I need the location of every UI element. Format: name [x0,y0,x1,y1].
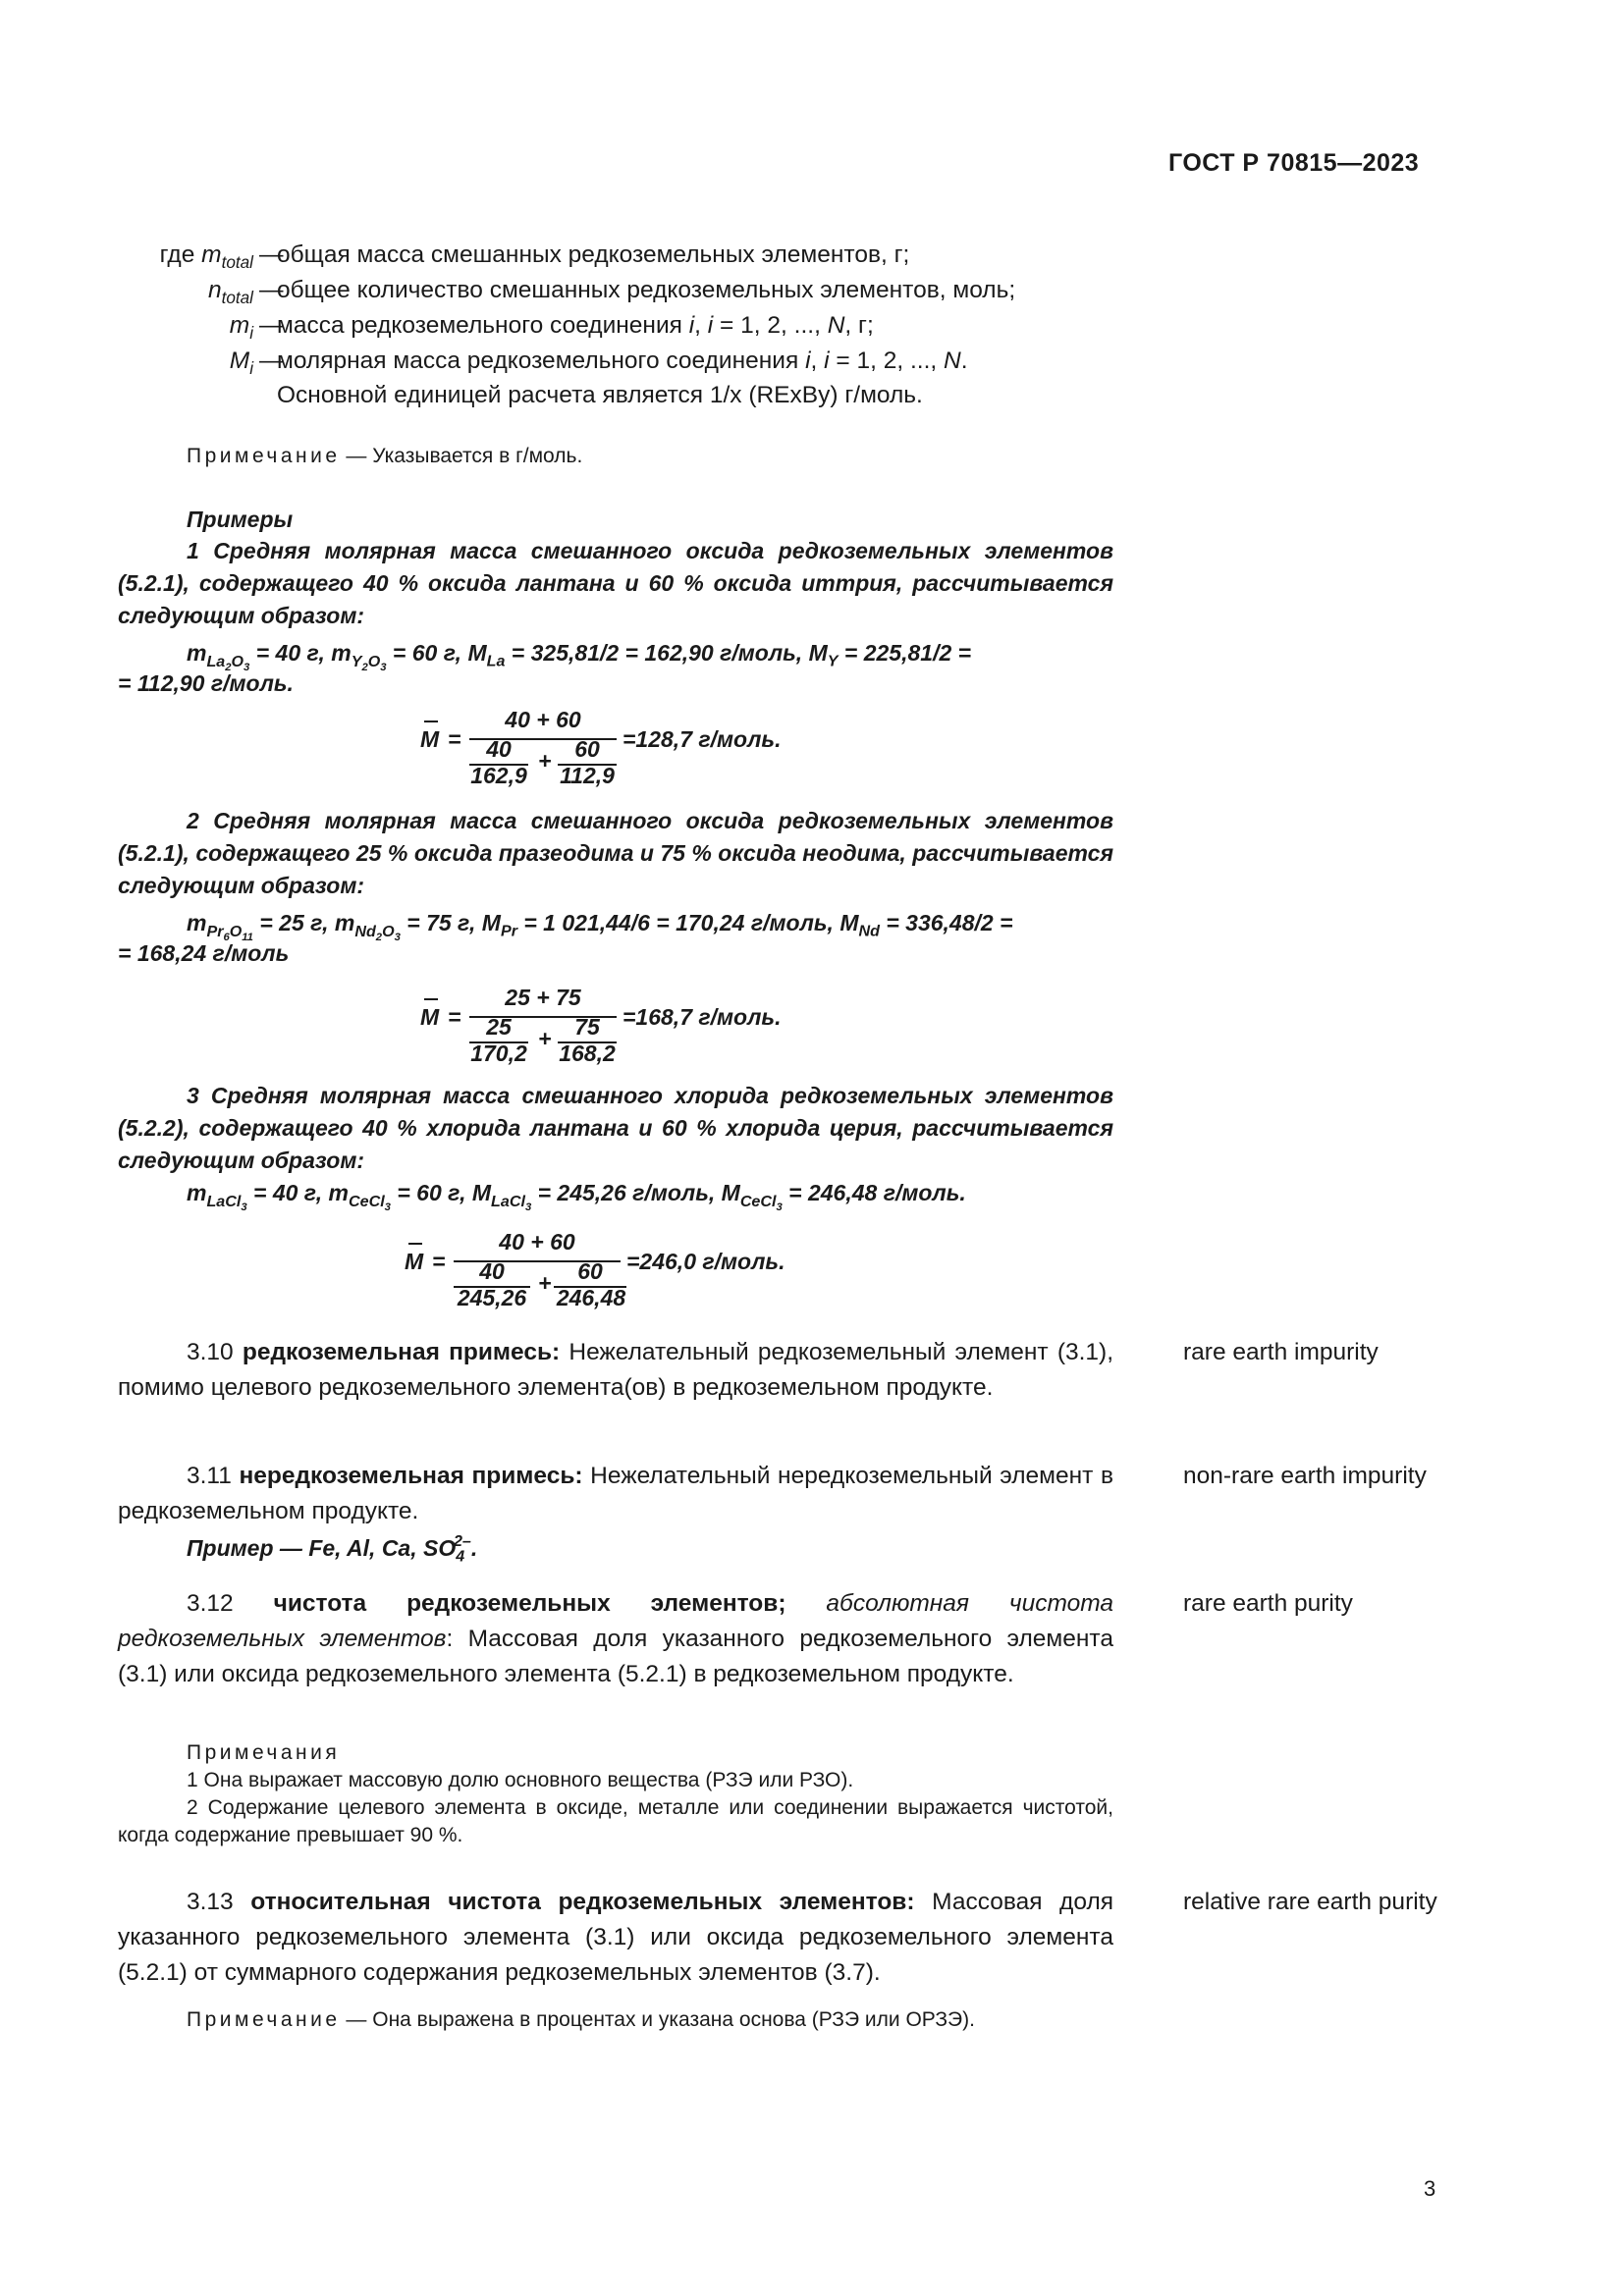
document-header: ГОСТ Р 70815—2023 [1168,149,1420,177]
example-1-text: 1 Средняя молярная масса смешанного оксида редкоземельных элементов (5.2.1), содержащего 40 % оксида лантана и 60 % оксида иттрия, рассчитывается следующим образом: [118,538,1113,628]
term-3-12-english: rare earth purity [1183,1590,1353,1617]
example-2-calc: $m_{Pr_6O_{11}} = 25$ г, $m_{Nd_2O_3} = 75$ г, $M_{Pr} = 1$ 021,44/6 = 170,24 г/моль, $M_{Nd} = 336,48/2$ = = 168,24 г/моль [118,910,1013,966]
term-3-10: 3.10 редкоземельная примесь: Нежелательный редкоземельный элемент (3.1), помимо целевого редкоземельного элемента(ов) в редкоземельном продукте. [118,1339,1113,1401]
term-3-13-english: relative rare earth purity [1183,1889,1437,1915]
definition-text: молярная масса редкоземельного соединения i, i = 1, 2, ..., N. Основной единицей расчета является 1/x (RExBy) г/моль. [277,347,968,408]
definition-symbol: где $m_{total}$ [159,241,253,272]
definition-symbol: $n_{total}$ [207,277,253,307]
definition-text: общая масса смешанных редкоземельных элементов, г; [277,241,910,268]
note: Примечание — Указывается в г/моль. [187,445,583,467]
term-3-13: 3.13 относительная чистота редкоземельных элементов: Массовая доля указанного редкоземельного элемента (3.1) или оксида редкоземельного элемента (5.2.1) от суммарного содержания редкоземельных элементов (3.7). [118,1889,1114,1986]
formula-example-2: M = 25 + 75 25 170,2 + 75 168,2 =168,7 г/моль. [420,985,782,1066]
term-3-11: 3.11 нередкоземельная примесь: Нежелательный нередкоземельный элемент в редкоземельном продукте. [118,1463,1113,1524]
term-3-12-notes: Примечания 1 Она выражает массовую долю основного вещества (РЗЭ или РЗО). 2 Содержание целевого элемента в оксиде, металле или соединении выражается чистотой, когда содержание превышает 90 %. [118,1741,1113,1846]
formula-example-1: M = 40 + 60 40 162,9 + 60 112,9 =128,7 г/моль. [420,707,782,788]
term-3-12: 3.12 чистота редкоземельных элементов; абсолютная чистота редкоземельных элементов: Массовая доля указанного редкоземельного элемента (3.1) или оксида редкоземельного элемента (5.2.1) в редкоземельном продукте. [118,1590,1113,1687]
examples-heading: Примеры [187,507,294,532]
example-3-text: 3 Средняя молярная масса смешанного хлорида редкоземельных элементов (5.2.2), содержащего 40 % хлорида лантана и 60 % хлорида церия, рассчитывается следующим образом: [118,1083,1113,1173]
term-3-10-english: rare earth impurity [1183,1339,1379,1365]
term-3-11-example: Пример — Fe, Al, Ca, $SO_4^{2-}$. [187,1532,478,1566]
page-number: 3 [1424,2176,1436,2201]
where-prefix: где [159,241,195,268]
definition-symbol: $M_i$ [229,347,253,378]
term-3-11-english: non-rare earth impurity [1183,1463,1427,1489]
example-3-calc: $m_{LaCl_3} = 40$ г, $m_{CeCl_3} = 60$ г, $M_{LaCl_3} = 245,26$ г/моль, $M_{CeCl_3} = 246,48$ г/моль. [187,1180,966,1213]
definition-symbol: $m_i$ [229,312,253,343]
formula-example-3: M = 40 + 60 40 245,26 + 60 246,48 =246,0 г/моль. [405,1229,785,1310]
definition-text: масса редкоземельного соединения i, i = 1, 2, ..., N, г; [277,312,874,339]
term-3-13-note: Примечание — Она выражена в процентах и указана основа (РЗЭ или ОРЗЭ). [187,2008,975,2031]
example-2-text: 2 Средняя молярная масса смешанного оксида редкоземельных элементов (5.2.1), содержащего 25 % оксида празеодима и 75 % оксида неодима, рассчитывается следующим образом: [118,808,1113,898]
example-1-calc: $m_{La_2O_3} = 40$ г, $m_{Y_2O_3} = 60$ г, $M_{La} = 325,81/2 = 162,90$ г/моль, $M_Y = 225,81/2$ = = 112,90 г/моль. [118,640,972,696]
definition-text: общее количество смешанных редкоземельных элементов, моль; [277,277,1016,303]
